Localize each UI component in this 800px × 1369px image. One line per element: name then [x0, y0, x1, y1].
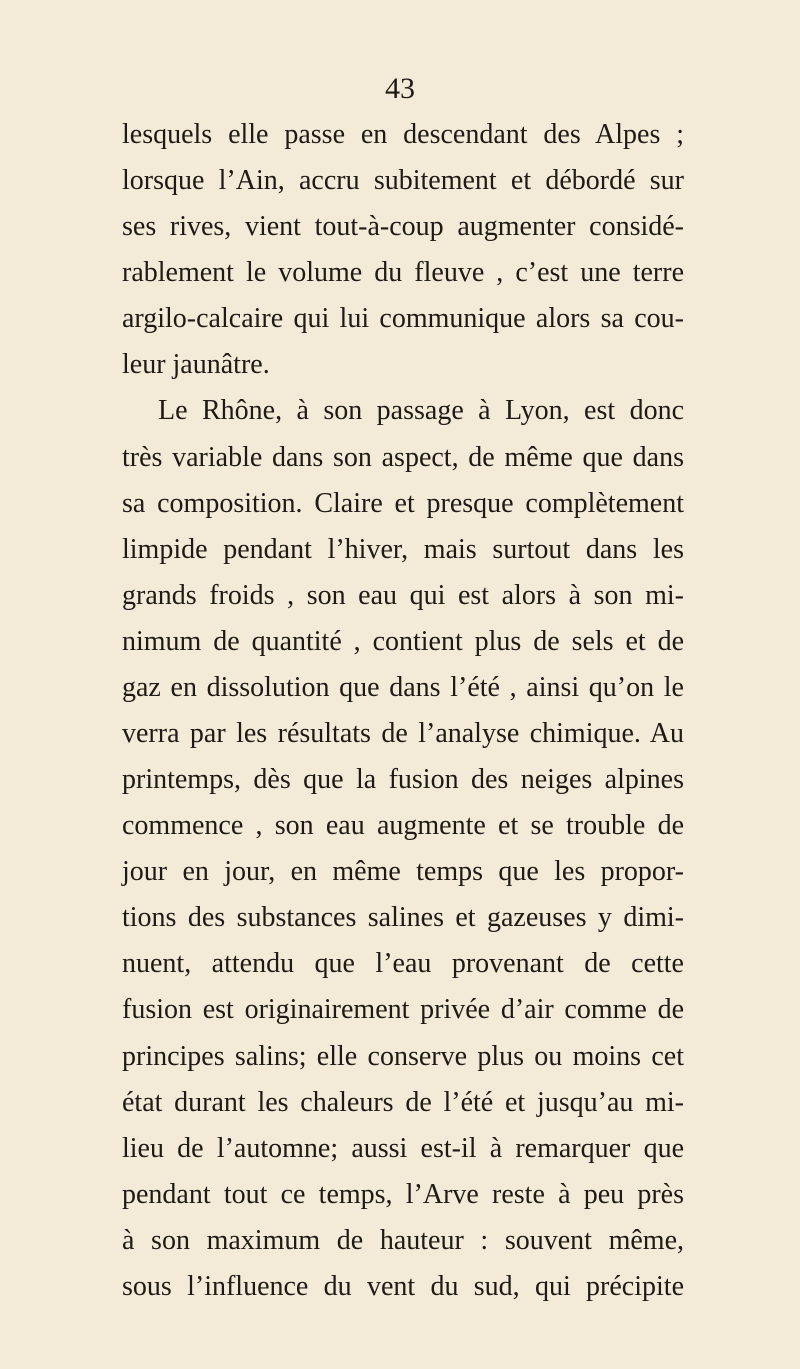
text-line: verra par les résultats de l’analyse chimique. Au	[122, 718, 684, 750]
text-line: commence , son eau augmente et se trouble de	[122, 810, 684, 842]
text-line: leur jaunâtre.	[122, 349, 270, 381]
text-line: fusion est originairement privée d’air comme de	[122, 994, 684, 1026]
text-line: principes salins; elle conserve plus ou moins cet	[122, 1040, 684, 1072]
text-line: sous l’influence du vent du sud, qui précipite	[122, 1270, 684, 1302]
text-line: lieu de l’automne; aussi est-il à remarquer que	[122, 1132, 684, 1164]
text-line: limpide pendant l’hiver, mais surtout dans les	[122, 533, 684, 565]
text-line: lorsque l’Ain, accru subitement et débordé sur	[122, 165, 684, 197]
text-line: nuent, attendu que l’eau provenant de cette	[122, 948, 684, 980]
text-line: jour en jour, en même temps que les propor-	[122, 856, 684, 888]
text-line: pendant tout ce temps, l’Arve reste à peu près	[122, 1178, 684, 1210]
text-line: rablement le volume du fleuve , c’est une terre	[122, 257, 684, 289]
text-line: tions des substances salines et gazeuses y dimi-	[122, 902, 684, 934]
text-line: lesquels elle passe en descendant des Alpes ;	[122, 119, 684, 150]
body-text	[122, 112, 684, 1310]
text-line: à son maximum de hauteur : souvent même,	[122, 1224, 684, 1256]
text-line: nimum de quantité , contient plus de sels et de	[122, 625, 684, 657]
text-line: sa composition. Claire et presque complètement	[122, 487, 684, 519]
text-line: grands froids , son eau qui est alors à son mi-	[122, 579, 684, 611]
text-line: très variable dans son aspect, de même que dans	[122, 441, 684, 473]
text-line: ses rives, vient tout-à-coup augmenter considé-	[122, 211, 684, 243]
text-line: printemps, dès que la fusion des neiges alpines	[122, 764, 684, 796]
text-line: argilo-calcaire qui lui communique alors sa cou-	[122, 303, 684, 335]
text-line: état durant les chaleurs de l’été et jusqu’au mi-	[122, 1086, 684, 1118]
text-line: gaz en dissolution que dans l’été , ainsi qu’on le	[122, 671, 684, 703]
page-number: 43	[385, 72, 415, 105]
paragraph-start-line: Le Rhône, à son passage à Lyon, est donc	[158, 395, 684, 427]
